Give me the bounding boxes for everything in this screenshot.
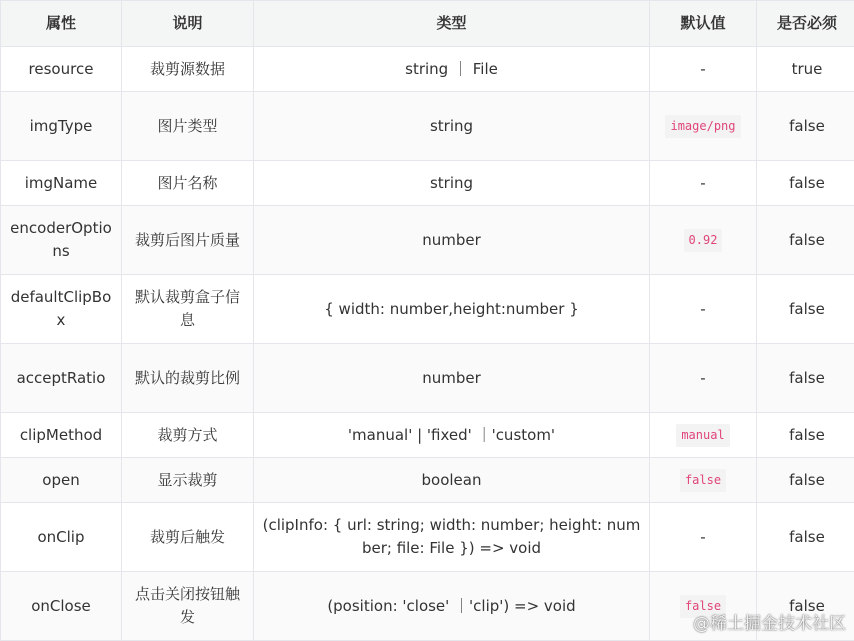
attr-cell: open — [1, 458, 122, 503]
table-row — [1, 344, 854, 413]
default-code: image/png — [665, 115, 740, 138]
attr-cell: imgName — [1, 161, 122, 206]
table-row — [1, 161, 854, 206]
required-cell: false — [757, 206, 854, 275]
type-cell: number — [254, 206, 650, 275]
type-cell: { width: number,height:number } — [254, 275, 650, 344]
default-cell: - — [650, 344, 757, 413]
header-default: 默认值 — [650, 1, 757, 47]
required-cell: false — [757, 458, 854, 503]
desc-cell: 显示裁剪 — [122, 458, 254, 503]
header-attr: 属性 — [1, 1, 122, 47]
required-cell: false — [757, 275, 854, 344]
desc-cell: 默认裁剪盒子信息 — [122, 275, 254, 344]
watermark: @稀土掘金技术社区 — [693, 609, 846, 634]
header-required: 是否必须 — [757, 1, 854, 47]
attr-cell: onClose — [1, 572, 122, 641]
desc-cell: 默认的裁剪比例 — [122, 344, 254, 413]
desc-cell: 图片名称 — [122, 161, 254, 206]
required-cell: false — [757, 344, 854, 413]
type-cell: (clipInfo: { url: string; width: number; height: number; file: File }) => void — [254, 503, 650, 572]
type-cell: (position: 'close' ｜'clip') => void — [254, 572, 650, 641]
table-row — [1, 47, 854, 92]
desc-cell: 裁剪方式 — [122, 413, 254, 458]
desc-cell: 图片类型 — [122, 92, 254, 161]
header-type: 类型 — [254, 1, 650, 47]
table-row — [1, 92, 854, 161]
default-cell — [650, 206, 757, 275]
attr-cell: onClip — [1, 503, 122, 572]
default-cell — [650, 413, 757, 458]
default-code: false — [680, 469, 726, 492]
required-cell: false — [757, 161, 854, 206]
required-cell: false — [757, 92, 854, 161]
attr-cell: acceptRatio — [1, 344, 122, 413]
desc-cell: 裁剪后图片质量 — [122, 206, 254, 275]
type-cell: string ｜ File — [254, 47, 650, 92]
attr-cell: defaultClipBox — [1, 275, 122, 344]
table-row — [1, 275, 854, 344]
required-cell: true — [757, 47, 854, 92]
required-cell: false — [757, 503, 854, 572]
attr-cell: encoderOptions — [1, 206, 122, 275]
table-row — [1, 458, 854, 503]
default-code: manual — [676, 424, 729, 447]
header-desc: 说明 — [122, 1, 254, 47]
default-code: false — [680, 595, 726, 618]
default-cell: - — [650, 503, 757, 572]
table-row — [1, 503, 854, 572]
required-cell: false — [757, 413, 854, 458]
default-cell — [650, 458, 757, 503]
type-cell: string — [254, 92, 650, 161]
default-cell: - — [650, 275, 757, 344]
default-cell — [650, 92, 757, 161]
type-cell: 'manual' | 'fixed' ｜'custom' — [254, 413, 650, 458]
attr-cell: imgType — [1, 92, 122, 161]
default-cell: - — [650, 161, 757, 206]
default-cell: - — [650, 47, 757, 92]
desc-cell: 裁剪后触发 — [122, 503, 254, 572]
attr-cell: clipMethod — [1, 413, 122, 458]
required-cell: false — [757, 572, 854, 641]
table-header-row — [1, 1, 854, 47]
attr-cell: resource — [1, 47, 122, 92]
type-cell: string — [254, 161, 650, 206]
desc-cell: 裁剪源数据 — [122, 47, 254, 92]
desc-cell: 点击关闭按钮触发 — [122, 572, 254, 641]
table-row — [1, 413, 854, 458]
table-row — [1, 206, 854, 275]
default-code: 0.92 — [684, 229, 723, 252]
type-cell: boolean — [254, 458, 650, 503]
type-cell: number — [254, 344, 650, 413]
